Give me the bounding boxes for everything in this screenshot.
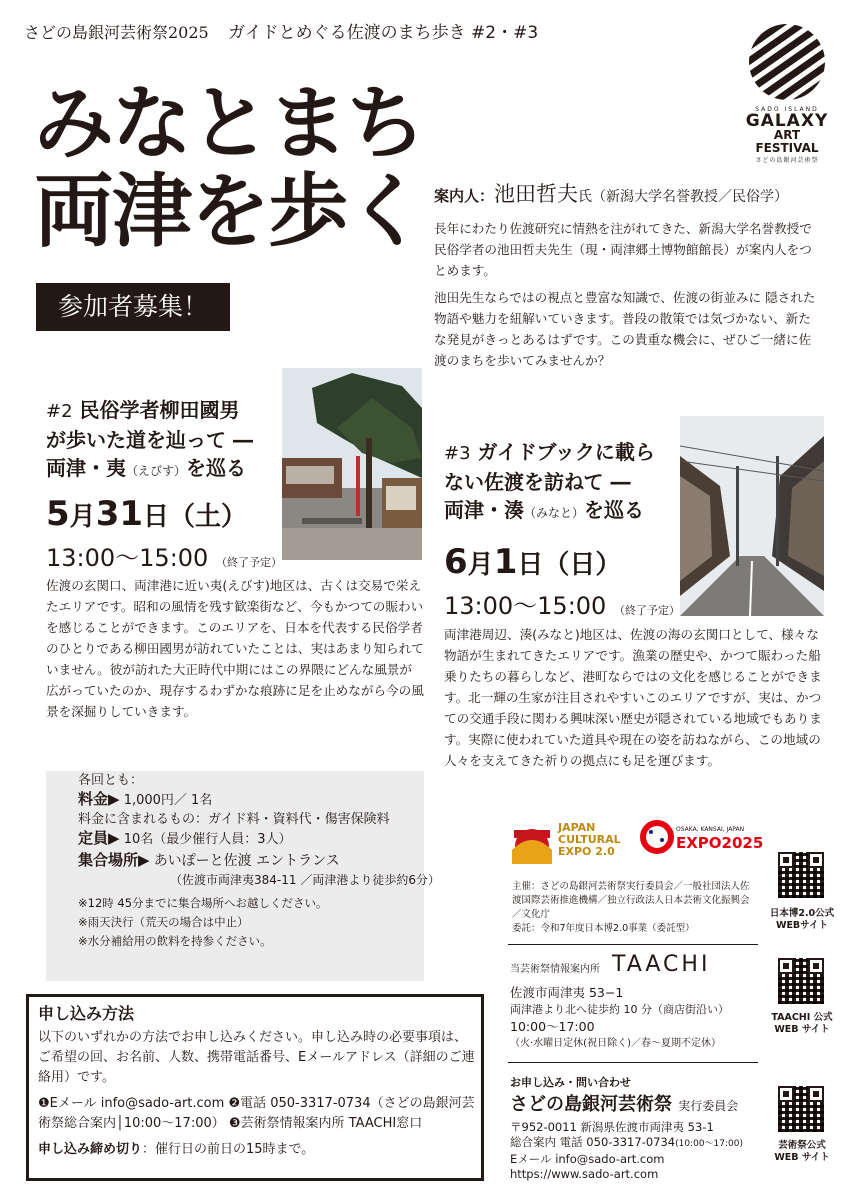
apply-method-email: ❶Eメール info@sado-art.com — [38, 1096, 225, 1111]
route2-time-value: 13:00〜15:00 — [46, 544, 209, 572]
organizers-text: 主催：さどの島銀河芸術祭実行委員会／一般社団法人佐渡国際芸術推進機構／独立行政法人日本芸術文化振興会／文化庁 — [512, 881, 750, 920]
contact-address: 〒952-0011 新潟県佐渡市両津夷 53-1 — [510, 1120, 714, 1134]
header-line — [24, 18, 538, 43]
taachi-access: 両津港より北へ徒歩約 10 分（商店街沿い） — [510, 1003, 729, 1016]
route2-dow: （土） — [169, 502, 248, 532]
logo-sub-text: さどの島銀河芸術祭 — [755, 157, 819, 164]
route3-desc: 両津港周辺、湊(みなと)地区は、佐渡の海の玄関口として、様々な物語が生まれてきたエリアです。漁業の歴史や、かつて賑わった船乗りたちの暮らしなど、港町ならではの文化を感じることができます。北一輝の生家が注目されやすいこのエリアですが、実は、かつての交通手段に関わる興味深い歴史が隠されている地域でもあります。実際に使われていた道具や現在の姿を訪ねながら、この地域の人々を支えてきた祈りの拠点にも足を運びます。 — [444, 627, 822, 768]
fee-label: 料金▶ — [78, 790, 120, 808]
taachi-closed: （火·水曜日定休(祝日除く)／春〜夏期不定休） — [510, 1038, 721, 1049]
galaxy-logo-icon — [742, 22, 832, 102]
qr-jce-label: 日本博2.0公式WEBサイト — [769, 908, 835, 931]
expo-small: OSAKA, KANSAI, JAPAN — [676, 826, 745, 833]
route3-month-label: 月 — [467, 550, 494, 580]
recruit-badge: 参加者募集！ — [36, 283, 230, 331]
qr-festival-label: 芸術祭公式 WEB サイト — [774, 1140, 830, 1163]
info-each: 各回とも： — [78, 773, 144, 788]
expo-text: EXPO2025 — [676, 834, 764, 852]
guide-intro — [434, 218, 818, 377]
logo-name-2: ART FESTIVAL — [755, 128, 819, 155]
fee-value: 1,000円／ 1名 — [123, 793, 213, 808]
route2-num: #2 — [46, 401, 73, 422]
route3-num: #3 — [444, 443, 471, 464]
contact-url[interactable]: https://www.sado-art.com — [510, 1167, 659, 1181]
route2-title — [46, 396, 282, 485]
route3-time-note: （終了予定） — [613, 604, 680, 617]
info-content — [78, 771, 440, 951]
route3-title-a: ガイドブックに載ら — [477, 440, 655, 464]
apply-method-taachi: ❸芸術祭情報案内所 TAACHI窓口 — [228, 1116, 423, 1131]
guide-name: 池田哲夫 — [494, 182, 579, 206]
jce-text — [558, 822, 621, 858]
taachi-logo: TAACHI — [612, 952, 711, 977]
festival-logo — [742, 22, 832, 164]
taachi-label: 当芸術祭情報案内所 — [510, 964, 600, 975]
route3-date — [444, 542, 621, 582]
route2-time-note: （終了予定） — [215, 556, 282, 569]
qr-code-festival-icon[interactable] — [778, 1086, 824, 1132]
japan-cultural-expo-logo-icon — [508, 820, 556, 864]
guide-para-2: 池田先生ならではの視点と豊富な知識で、佐渡の街並みに 隠された 物語や魅力を紐解いていきます。普段の散策では気づかない、新たな発見がきっとあるはずです。この貴重な機会に、ぜひご一緒に佐渡のまちを歩いてみませんか？ — [434, 290, 816, 368]
route2-day: 31 — [95, 494, 144, 534]
series-title: ガイドとめぐる佐渡のまち歩き #2・#3 — [228, 23, 539, 43]
route3-dow: （日） — [543, 550, 622, 580]
route2-day-label: 日 — [143, 502, 170, 532]
logo-name-1: GALAXY — [745, 111, 829, 131]
organizers — [512, 880, 758, 936]
guide-heading — [434, 178, 788, 208]
note-2: ※雨天決行（荒天の場合は中止） — [78, 915, 249, 929]
deadline-label: 申し込み締め切り — [38, 1142, 143, 1157]
route2-title-a: 民俗学者柳田國男 — [79, 398, 240, 422]
jce-line2: CULTURAL — [558, 833, 621, 846]
route2-desc: 佐渡の玄関口、両津港に近い夷(えびす)地区は、古くは交易で栄えたエリアです。昭和の風情を残す歓楽街など、今もかつての賑わいを感じることができます。このエリアを、日本を代表する民俗学者のひとりである柳田國男が訪れていたことは、実はあまり知られていません。彼が訪れた大正時代中期にはこの界隈にどんな風景が広がっていたのか、現存するわずかな痕跡に足を止めながら今の風景を深掘りしていきます。 — [46, 578, 424, 719]
fee-includes: 料金に含まれるもの：ガイド料・資料代・傷害保険料 — [78, 812, 390, 827]
contact-org — [510, 1090, 738, 1116]
contact-org-name: さどの島銀河芸術祭 — [510, 1094, 672, 1115]
route3-title — [444, 438, 680, 527]
capacity-label: 定員▶ — [78, 829, 120, 847]
commission-text: 委託：令和7年度日本博2.0事業（委託型） — [512, 923, 695, 934]
route3-day-label: 日 — [517, 550, 544, 580]
qr-code-taachi-icon[interactable] — [778, 958, 824, 1004]
guide-para-1: 長年にわたり佐渡研究に情熱を注がれてきた、新潟大学名誉教授で民俗学者の池田哲夫先生（現・両津郷土博物館館長）が案内人をつとめます。 — [434, 221, 812, 278]
route2-date — [46, 494, 247, 534]
qr-taachi-label: TAACHI 公式 WEB サイト — [771, 1012, 833, 1035]
route2-time — [46, 538, 282, 573]
note-1: ※12時 45分までに集合場所へお越しください。 — [78, 896, 328, 910]
apply-content — [38, 1004, 478, 1160]
note-3: ※水分補給用の飲料を持参ください。 — [78, 934, 272, 948]
jce-line1: JAPAN — [558, 821, 596, 834]
route2-title-c2: を巡る — [186, 456, 247, 480]
expo2025-logo-icon — [640, 820, 674, 854]
route3-ruby: （みなと） — [524, 506, 585, 520]
meeting-label: 集合場所▶ — [78, 851, 150, 869]
route2-ruby: （えびす） — [126, 464, 187, 478]
route3-time-value: 13:00〜15:00 — [444, 592, 607, 620]
route3-day: 1 — [493, 542, 518, 582]
photo-minato-street — [680, 416, 824, 616]
meeting-value: あいぽーと佐渡 エントランス — [153, 853, 340, 869]
logo-top-text: SADO ISLAND — [755, 106, 819, 113]
meeting-address: （佐渡市両津夷384-11 ／両津港より徒歩約6分） — [170, 873, 440, 887]
taachi-hours: 10:00〜17:00 — [510, 1019, 595, 1034]
festival-name: さどの島銀河芸術祭2025 — [24, 23, 209, 42]
apply-method-phone: ❷電話 050-3317-0734（さどの島銀河芸術祭総合案内│10:00〜17:00） — [38, 1096, 475, 1131]
main-title-line1: みなとまち — [34, 77, 424, 170]
guide-affiliation: （新潟大学名誉教授／民俗学） — [592, 189, 789, 205]
qr-code-jce-icon[interactable] — [778, 852, 824, 898]
guide-honorific: 氏 — [578, 189, 593, 205]
route3-month: 6 — [444, 542, 468, 582]
route2-title-b: が歩いた道を辿って ― — [46, 428, 253, 452]
taachi-info — [510, 984, 760, 1052]
contact-info — [510, 1120, 743, 1182]
contact-tel-hours: (10:00〜17:00) — [675, 1139, 743, 1149]
route2-title-c1: 両津・夷 — [46, 456, 126, 480]
main-title-line2: 両津を歩く — [34, 165, 424, 258]
divider-2 — [508, 1062, 758, 1063]
contact-label: お申し込み・問い合わせ — [510, 1076, 631, 1089]
capacity-value: 10名（最少催行人員：3人） — [123, 832, 292, 847]
deadline-value: ：催行日の前日の15時まで。 — [142, 1142, 315, 1157]
divider — [508, 944, 758, 945]
contact-email[interactable]: Eメール info@sado-art.com — [510, 1152, 665, 1166]
taachi-address: 佐渡市両津夷 53−1 — [510, 985, 624, 1000]
route2-month: 5 — [46, 494, 70, 534]
photo-ebisu-street — [282, 368, 422, 560]
route3-title-c2: を巡る — [584, 498, 645, 522]
jce-line3: EXPO 2.0 — [558, 845, 615, 858]
route3-time — [444, 586, 680, 621]
apply-body: 以下のいずれかの方法でお申し込みください。申し込み時の必要事項は、ご希望の回、お名前、人数、携帯電話番号、Eメールアドレス（詳細のご連絡用）です。 — [38, 1030, 475, 1085]
route3-title-c1: 両津・湊 — [444, 498, 524, 522]
apply-heading: 申し込み方法 — [38, 1004, 135, 1023]
guide-label: 案内人： — [434, 187, 495, 205]
route2-month-label: 月 — [69, 502, 96, 532]
contact-tel: 総合案内 電話 050-3317-0734 — [510, 1135, 676, 1149]
route3-title-b: ない佐渡を訪ねて ― — [444, 470, 631, 494]
contact-org-sub: 実行委員会 — [678, 1099, 739, 1113]
